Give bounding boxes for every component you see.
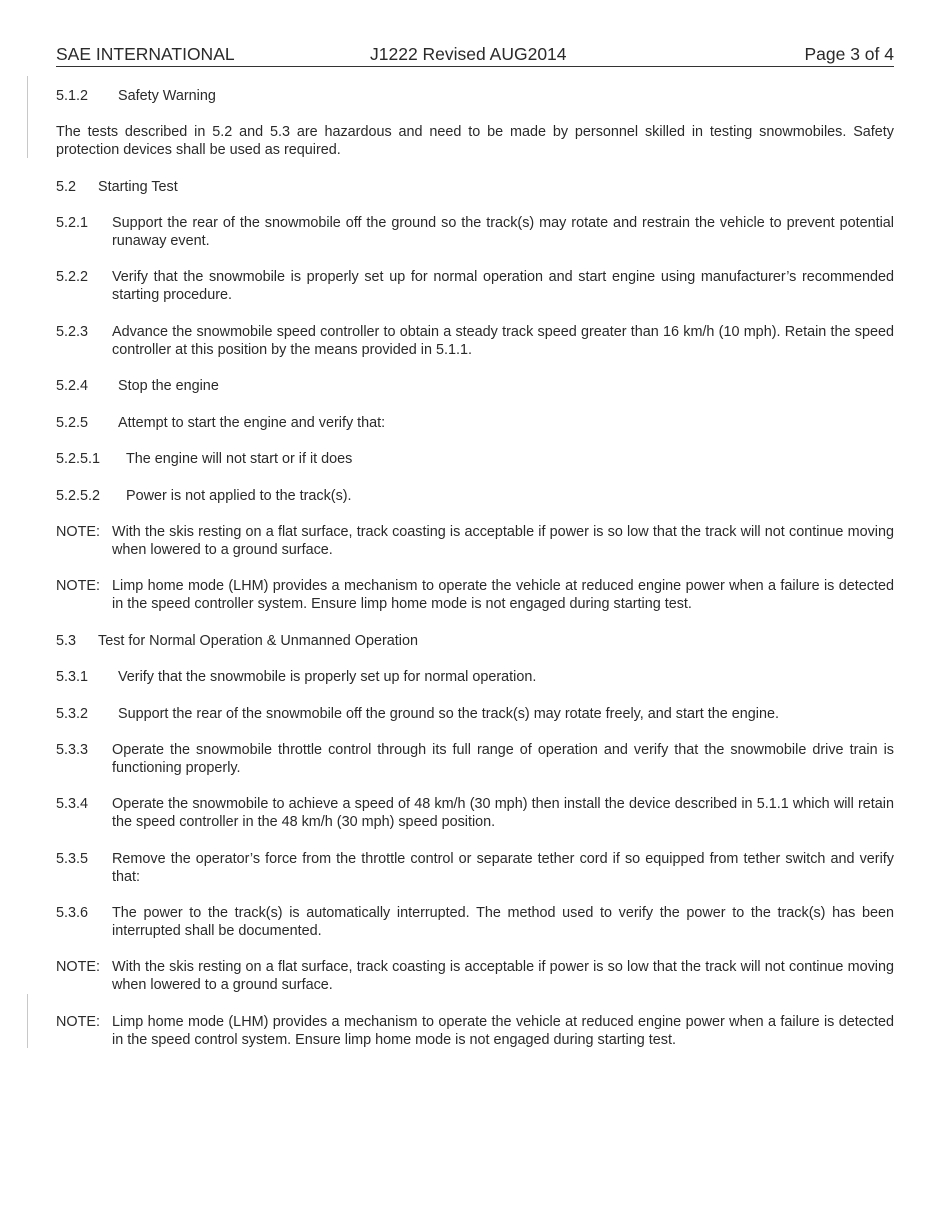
clause-text: Verify that the snowmobile is properly set up for normal operation. [118, 669, 537, 685]
clause-5-3-4 [56, 795, 894, 831]
note-text: With the skis resting on a flat surface, track coasting is acceptable if power is so low that the track will not continue moving when lowered to a ground surface. [112, 959, 894, 993]
note-text: Limp home mode (LHM) provides a mechanism to operate the vehicle at reduced engine power when a failure is detected in the speed control system. Ensure limp home mode is not engaged during starting test. [112, 1014, 894, 1048]
section-title: Starting Test [98, 179, 178, 195]
clause-5-2-1 [56, 214, 894, 250]
clause-text: Support the rear of the snowmobile off the ground so the track(s) may rotate and restrain the vehicle to prevent potential runaway event. [112, 215, 894, 249]
clause-number: 5.3.3 [56, 742, 89, 758]
clause-5-3-6 [56, 904, 894, 940]
clause-5-2-5-2 [56, 487, 894, 505]
section-5-1-2-heading [56, 87, 894, 105]
header-page-number: Page 3 of 4 [804, 44, 894, 64]
clause-5-2-3 [56, 323, 894, 359]
clause-number: 5.2.1 [56, 215, 89, 231]
clause-text: Power is not applied to the track(s). [126, 488, 352, 504]
section-number: 5.3 [56, 633, 77, 649]
clause-number: 5.3.5 [56, 851, 89, 867]
clause-text: Remove the operator’s force from the throttle control or separate tether cord if so equipped from tether switch and verify that: [112, 851, 894, 885]
clause-5-2-2 [56, 268, 894, 304]
clause-5-2-5-1 [56, 450, 894, 468]
header-organization: SAE INTERNATIONAL [56, 44, 235, 64]
clause-number: 5.3.4 [56, 796, 89, 812]
note-limp-home-mode [56, 1013, 894, 1049]
note-label: NOTE: [56, 1014, 100, 1030]
clause-5-3-2 [56, 705, 894, 723]
note-text: Limp home mode (LHM) provides a mechanism to operate the vehicle at reduced engine power when a failure is detected in the speed controller system. Ensure limp home mode is not engaged during starting test. [112, 578, 894, 612]
note-track-coasting [56, 958, 894, 994]
clause-5-3-5 [56, 850, 894, 886]
header-document-id: J1222 Revised AUG2014 [370, 44, 567, 64]
clause-number: 5.3.6 [56, 905, 89, 921]
clause-5-3-1 [56, 668, 894, 686]
clause-number: 5.2.5.2 [56, 488, 101, 504]
clause-text: Support the rear of the snowmobile off the ground so the track(s) may rotate freely, and start the engine. [118, 706, 779, 722]
section-title: Safety Warning [118, 88, 216, 104]
section-title: Test for Normal Operation & Unmanned Operation [98, 633, 418, 649]
clause-text: Stop the engine [118, 378, 219, 394]
clause-number: 5.3.2 [56, 706, 89, 722]
note-limp-home-mode [56, 577, 894, 613]
section-number: 5.2 [56, 179, 77, 195]
section-number: 5.1.2 [56, 88, 89, 104]
clause-text: Operate the snowmobile to achieve a speed of 48 km/h (30 mph) then install the device described in 5.1.1 which will retain the speed controller in the 48 km/h (30 mph) speed position. [112, 796, 894, 830]
note-label: NOTE: [56, 578, 100, 594]
clause-text: Advance the snowmobile speed controller to obtain a steady track speed greater than 16 km/h (10 mph). Retain the speed controller at this position by the means provided in 5.1.1. [112, 324, 894, 358]
clause-number: 5.2.5 [56, 415, 89, 431]
clause-5-2-5 [56, 414, 894, 432]
clause-number: 5.2.3 [56, 324, 89, 340]
note-label: NOTE: [56, 524, 100, 540]
note-text: With the skis resting on a flat surface, track coasting is acceptable if power is so low that the track will not continue moving when lowered to a ground surface. [112, 524, 894, 558]
clause-text: The power to the track(s) is automatically interrupted. The method used to verify the power to the track(s) has been interrupted shall be documented. [112, 905, 894, 939]
clause-text: The engine will not start or if it does [126, 451, 353, 467]
safety-warning-paragraph: The tests described in 5.2 and 5.3 are hazardous and need to be made by personnel skilled in testing snowmobiles. Safety protection devices shall be used as required. [56, 124, 894, 158]
clause-number: 5.2.2 [56, 269, 89, 285]
clause-number: 5.3.1 [56, 669, 89, 685]
note-track-coasting [56, 523, 894, 559]
page-header [56, 44, 894, 67]
clause-5-3-3 [56, 741, 894, 777]
clause-text: Verify that the snowmobile is properly set up for normal operation and start engine using manufacturer’s recommended starting procedure. [112, 269, 894, 303]
clause-text: Attempt to start the engine and verify that: [118, 415, 386, 431]
section-5-2-heading [56, 178, 894, 196]
clause-number: 5.2.4 [56, 378, 89, 394]
revision-change-bar [27, 994, 28, 1048]
revision-change-bar [27, 76, 28, 158]
clause-text: Operate the snowmobile throttle control through its full range of operation and verify that the snowmobile drive train is functioning properly. [112, 742, 894, 776]
clause-number: 5.2.5.1 [56, 451, 101, 467]
note-label: NOTE: [56, 959, 100, 975]
section-5-3-heading [56, 632, 894, 650]
clause-5-2-4 [56, 377, 894, 395]
